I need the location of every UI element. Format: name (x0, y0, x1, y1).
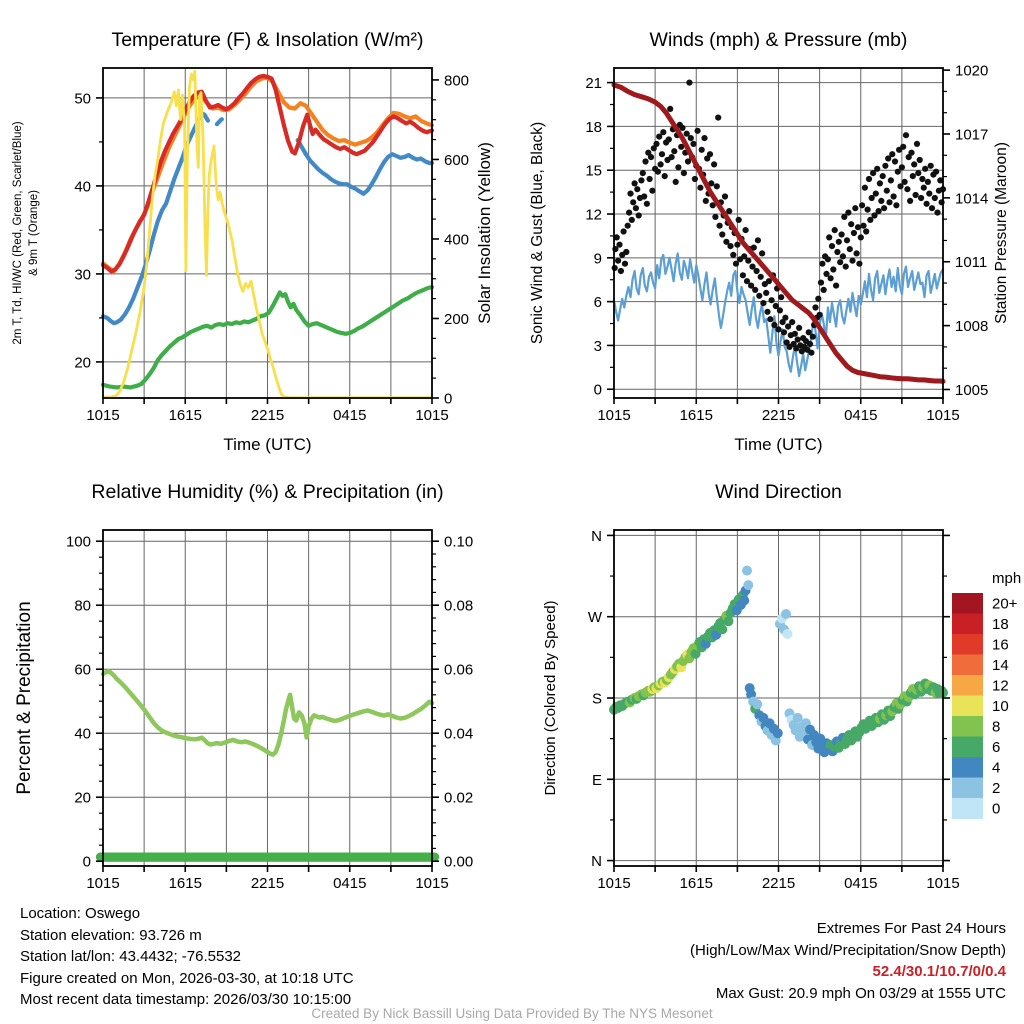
svg-text:400: 400 (444, 231, 470, 249)
svg-text:0.10: 0.10 (444, 533, 474, 551)
station-location: Location: Oswego (20, 905, 141, 922)
svg-text:1615: 1615 (168, 875, 202, 892)
svg-text:6: 6 (593, 294, 602, 312)
svg-text:N: N (591, 853, 602, 871)
svg-text:10: 10 (992, 697, 1009, 715)
svg-text:1015: 1015 (597, 875, 631, 892)
temperature-insolation-chart (0, 0, 512, 470)
svg-text:0: 0 (82, 853, 91, 871)
extremes-title: Extremes For Past 24 Hours (816, 920, 1006, 937)
svg-text:2: 2 (992, 779, 1001, 797)
svg-text:800: 800 (444, 72, 470, 90)
svg-text:1008: 1008 (955, 318, 989, 336)
svg-text:4: 4 (992, 759, 1001, 777)
svg-text:1015: 1015 (415, 407, 449, 424)
station-latlon: Station lat/lon: 43.4432; -76.5532 (20, 948, 242, 965)
svg-text:1020: 1020 (955, 62, 989, 80)
svg-text:0415: 0415 (844, 875, 878, 892)
svg-text:2215: 2215 (761, 407, 796, 424)
svg-text:Sonic Wind & Gust (Blue, Black: Sonic Wind & Gust (Blue, Black) (529, 121, 546, 345)
svg-text:2m T, Td, HI/WC (Red, Green, S: 2m T, Td, HI/WC (Red, Green, Scarlet/Blue) (12, 121, 24, 345)
extremes-subtitle: (High/Low/Max Wind/Precipitation/Snow Depth) (690, 941, 1006, 959)
svg-text:50: 50 (74, 90, 91, 108)
svg-text:1014: 1014 (955, 190, 989, 208)
svg-text:16: 16 (992, 636, 1009, 654)
svg-text:100: 100 (65, 533, 91, 551)
extremes-block (690, 918, 1006, 1004)
wind-direction-chart (512, 460, 1024, 900)
svg-text:mph: mph (992, 570, 1022, 587)
svg-text:1615: 1615 (679, 407, 713, 424)
svg-text:12: 12 (585, 206, 602, 224)
svg-text:Station Pressure (Maroon): Station Pressure (Maroon) (993, 142, 1010, 324)
svg-text:18: 18 (992, 615, 1009, 633)
svg-text:0: 0 (593, 381, 602, 399)
svg-text:30: 30 (74, 266, 91, 284)
svg-text:0.02: 0.02 (444, 789, 474, 807)
svg-text:1615: 1615 (679, 875, 713, 892)
svg-text:0415: 0415 (333, 875, 367, 892)
svg-text:1015: 1015 (86, 407, 120, 424)
svg-text:Percent & Precipitation: Percent & Precipitation (14, 601, 35, 795)
svg-text:Relative Humidity (%) & Precip: Relative Humidity (%) & Precipitation (in) (91, 481, 444, 503)
extremes-values: 52.4/30.1/10.7/0/0.4 (872, 963, 1006, 980)
svg-text:Temperature (F) & Insolation (: Temperature (F) & Insolation (W/m²) (111, 29, 424, 51)
svg-text:1015: 1015 (926, 407, 960, 424)
svg-text:0.00: 0.00 (444, 853, 474, 871)
svg-text:21: 21 (585, 75, 602, 93)
max-gust: Max Gust: 20.9 mph On 03/29 at 1555 UTC (715, 984, 1006, 1002)
svg-text:600: 600 (444, 151, 470, 169)
winds-pressure-chart (512, 0, 1024, 470)
svg-text:14: 14 (992, 656, 1009, 674)
svg-text:18: 18 (585, 118, 602, 136)
svg-text:Winds (mph) & Pressure (mb): Winds (mph) & Pressure (mb) (649, 29, 908, 51)
svg-text:20: 20 (74, 789, 91, 807)
svg-text:S: S (591, 690, 602, 708)
svg-text:6: 6 (992, 738, 1001, 756)
svg-text:1005: 1005 (955, 381, 989, 399)
svg-text:Time (UTC): Time (UTC) (734, 435, 823, 454)
svg-text:2215: 2215 (250, 875, 285, 892)
svg-text:E: E (591, 771, 602, 789)
svg-text:1017: 1017 (955, 126, 989, 144)
svg-text:0.04: 0.04 (444, 725, 474, 743)
svg-text:3: 3 (593, 337, 602, 355)
svg-text:0.08: 0.08 (444, 597, 474, 615)
svg-text:15: 15 (585, 162, 602, 180)
svg-text:1015: 1015 (597, 407, 631, 424)
svg-text:0415: 0415 (333, 407, 367, 424)
svg-text:80: 80 (74, 597, 91, 615)
svg-text:0.06: 0.06 (444, 661, 474, 679)
svg-text:W: W (587, 609, 602, 627)
svg-text:20+: 20+ (992, 595, 1018, 613)
figure-created: Figure created on Mon, 2026-03-30, at 10:18 UTC (20, 969, 354, 987)
svg-text:200: 200 (444, 310, 470, 328)
svg-text:1015: 1015 (86, 875, 120, 892)
svg-text:0: 0 (444, 390, 453, 408)
svg-text:N: N (591, 527, 602, 545)
svg-text:0415: 0415 (844, 407, 878, 424)
svg-text:40: 40 (74, 725, 91, 743)
svg-text:0: 0 (992, 800, 1001, 818)
data-timestamp: Most recent data timestamp: 2026/03/30 10:15:00 (20, 991, 352, 1008)
svg-text:2215: 2215 (250, 407, 285, 424)
svg-text:12: 12 (992, 677, 1009, 695)
svg-text:1015: 1015 (415, 875, 449, 892)
svg-text:1011: 1011 (955, 254, 988, 272)
svg-text:Wind Direction: Wind Direction (715, 481, 842, 503)
svg-text:20: 20 (74, 354, 91, 372)
svg-text:Time (UTC): Time (UTC) (223, 435, 312, 454)
svg-text:8: 8 (992, 718, 1001, 736)
station-info-block (20, 903, 354, 1011)
svg-text:9: 9 (593, 250, 602, 268)
svg-text:60: 60 (74, 661, 91, 679)
svg-text:Direction (Colored By Speed): Direction (Colored By Speed) (542, 600, 559, 796)
humidity-precipitation-chart (0, 460, 512, 900)
svg-text:& 9m T (Orange): & 9m T (Orange) (28, 190, 40, 276)
svg-text:2215: 2215 (761, 875, 796, 892)
svg-text:1015: 1015 (926, 875, 960, 892)
svg-text:1615: 1615 (168, 407, 202, 424)
watermark-credit: Created By Nick Bassill Using Data Provided By The NYS Mesonet (311, 1006, 713, 1021)
station-elevation: Station elevation: 93.726 m (20, 926, 202, 944)
svg-text:Solar Insolation (Yellow): Solar Insolation (Yellow) (475, 142, 494, 324)
svg-text:40: 40 (74, 178, 91, 196)
